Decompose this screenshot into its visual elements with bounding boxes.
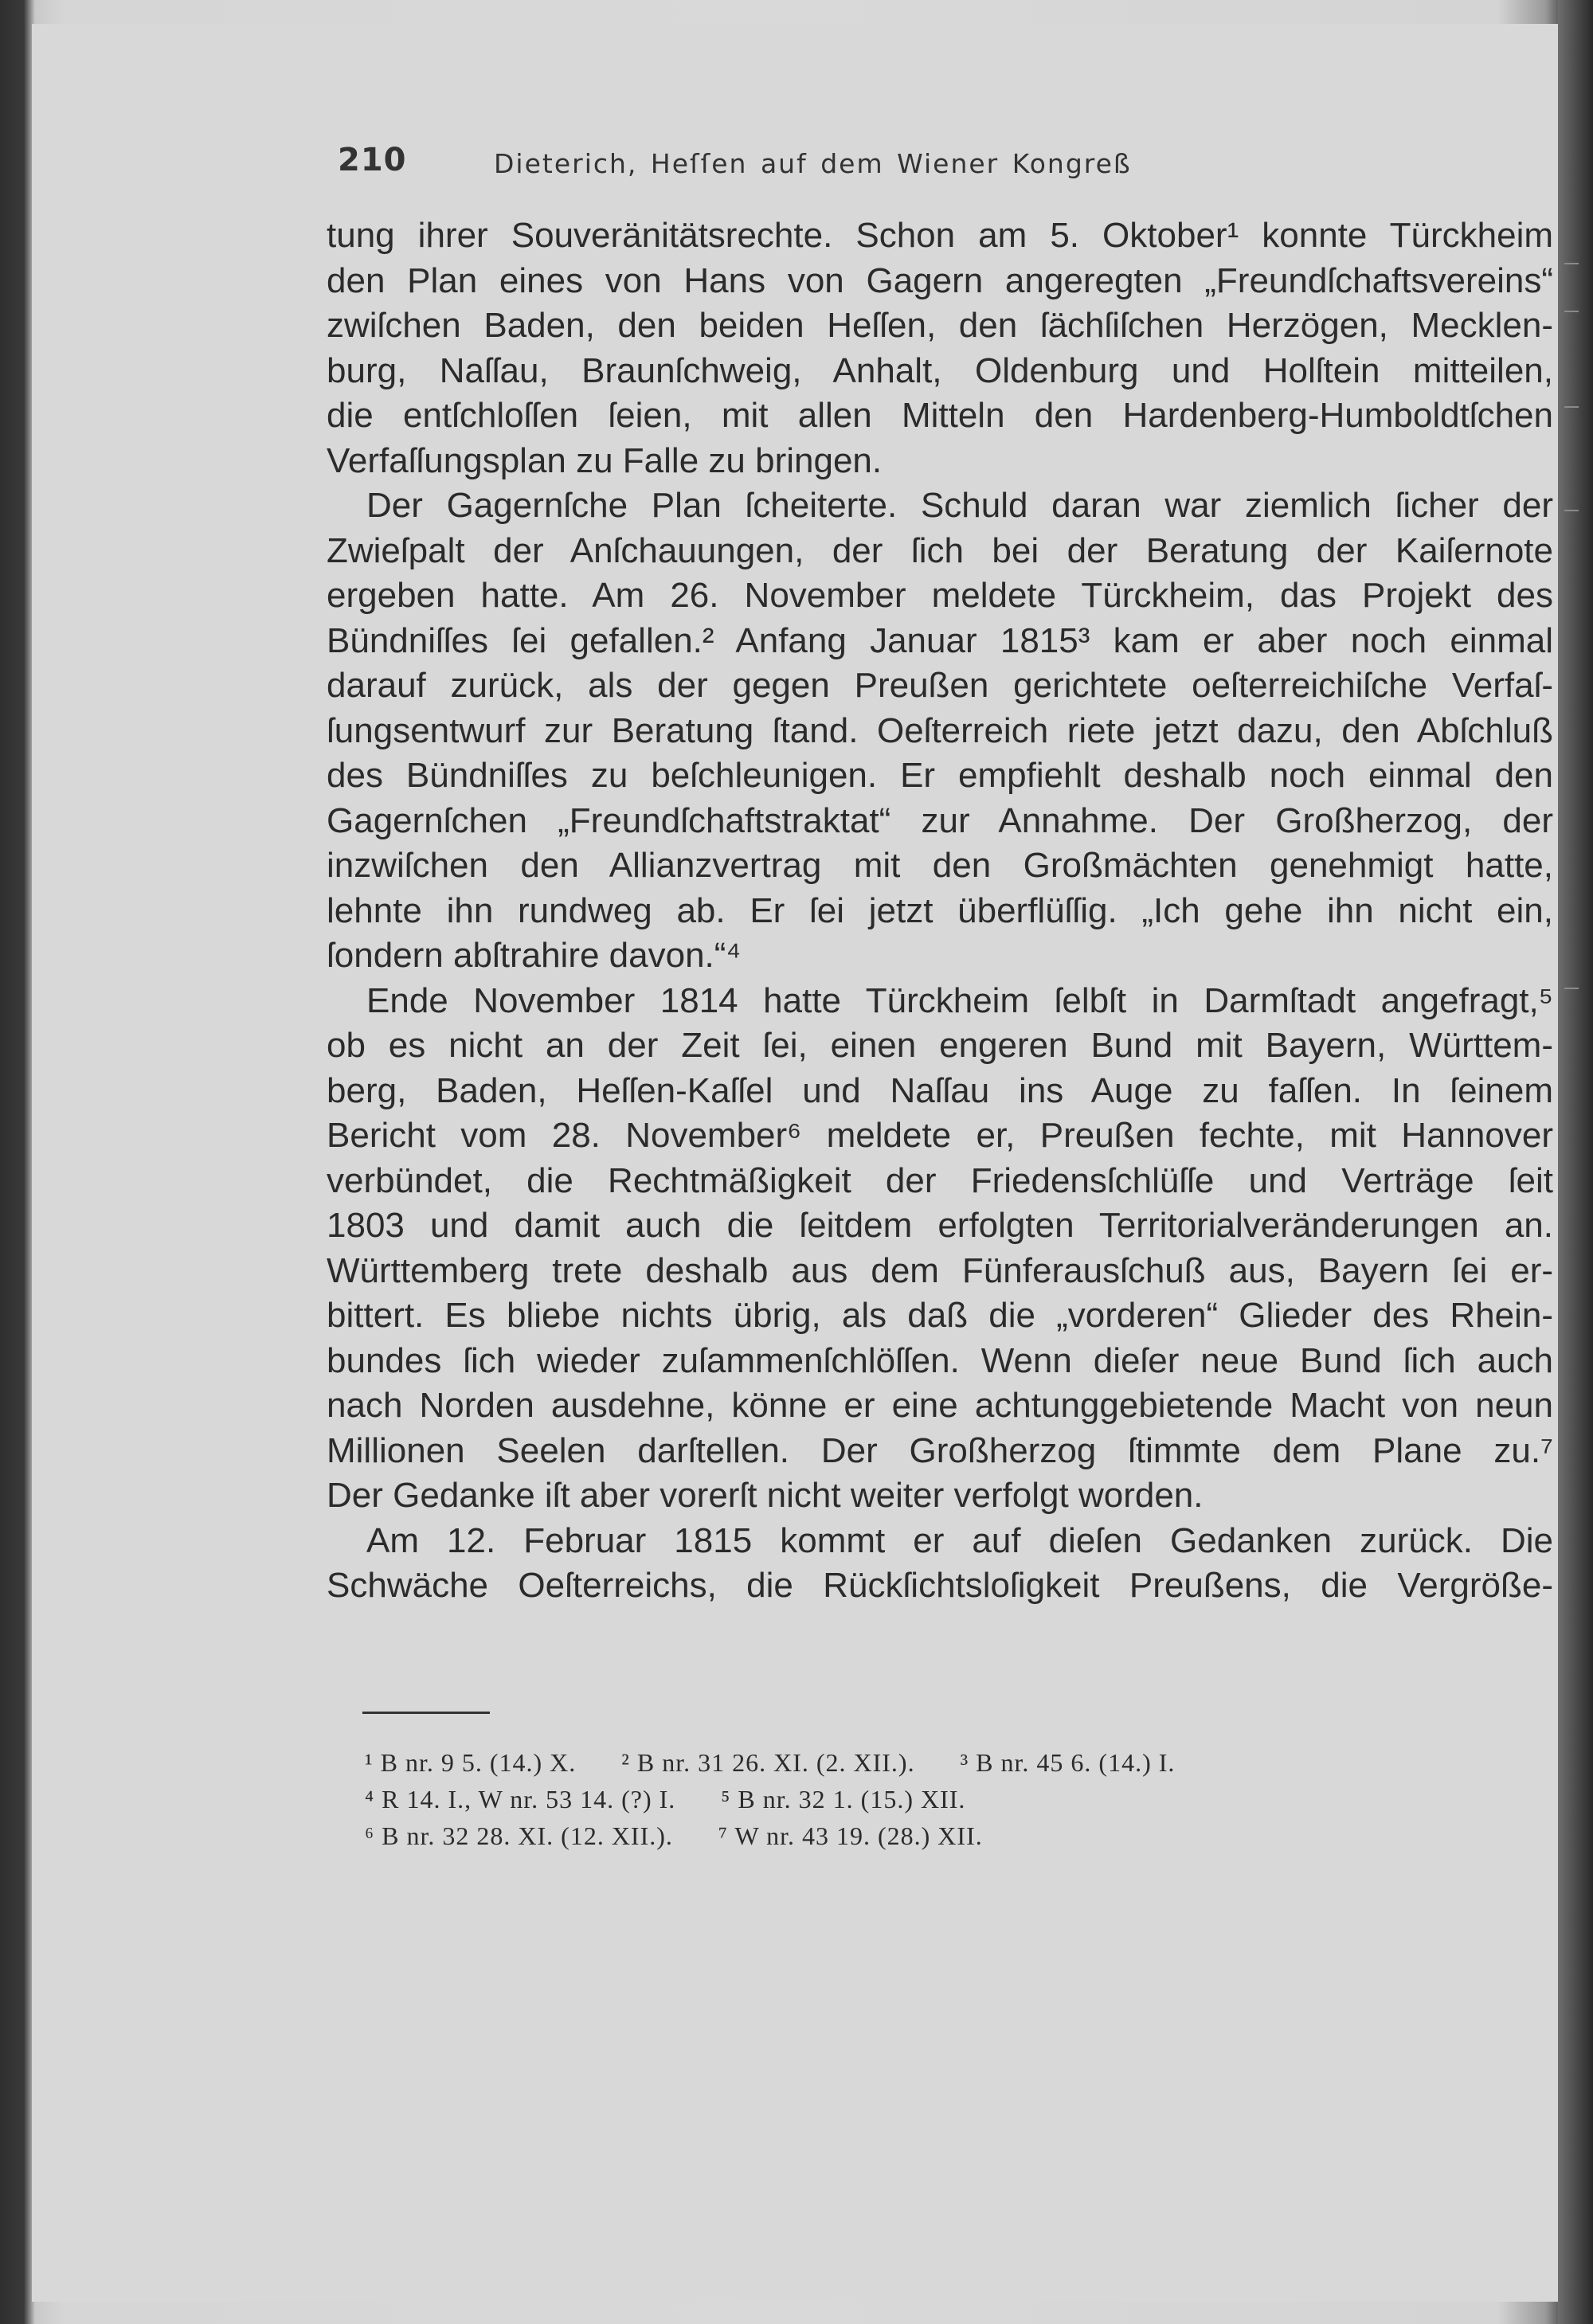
paragraph-4 [327, 1519, 1553, 1609]
text-line: zwiſchen Baden, den beiden Heſſen, den ſächſiſchen Herzögen, Mecklen- [327, 306, 1553, 345]
page-edge [1558, 0, 1593, 2324]
text-line: die entſchloſſen ſeien, mit allen Mitteln den Hardenberg-Humboldtſchen [327, 396, 1553, 435]
text-line: Schwäche Oeſterreichs, die Rückſichtsloſigkeit Preußens, die Vergröße- [327, 1566, 1553, 1605]
text-line: bittert. Es bliebe nichts übrig, als daß die „vorderen“ Glieder des Rhein- [327, 1296, 1553, 1335]
text-line: Bündniſſes ſei gefallen.² Anfang Januar 1815³ kam er aber noch einmal [327, 620, 1553, 660]
text-line: des Bündniſſes zu beſchleunigen. Er empfiehlt deshalb noch einmal den [327, 756, 1553, 795]
footnote-1: ¹ B nr. 9 5. (14.) X. [365, 1748, 577, 1777]
text-line: inzwiſchen den Allianzvertrag mit den Großmächten genehmigt hatte, [327, 846, 1553, 885]
page-number: 210 [338, 142, 407, 178]
body-text [327, 213, 1553, 1609]
text-line: ob es nicht an der Zeit ſei, einen engeren Bund mit Bayern, Württem- [327, 1026, 1553, 1065]
text-line: Württemberg trete deshalb aus dem Fünferausſchuß aus, Bayern ſei er- [327, 1250, 1553, 1290]
text-line: lehnte ihn rundweg ab. Er ſei jetzt überflüſſig. „Ich gehe ihn nicht ein, [327, 890, 1553, 930]
text-line: bundes ſich wieder zuſammenſchlöſſen. Wenn dieſer neue Bund ſich auch [327, 1340, 1553, 1380]
text-line: berg, Baden, Heſſen-Kaſſel und Naſſau ins Auge zu faſſen. In ſeinem [327, 1070, 1553, 1110]
running-head: Dieterich, Heſſen auf dem Wiener Kongreß [494, 148, 1132, 179]
text-line: ergeben hatte. Am 26. November meldete Türckheim, das Projekt des [327, 576, 1553, 615]
footnote-4: ⁴ R 14. I., W nr. 53 14. (?) I. [365, 1785, 676, 1813]
text-line: ſungsentwurf zur Beratung ſtand. Oeſterreich riete jetzt dazu, den Abſchluß [327, 710, 1553, 750]
text-line: Verfaſſungsplan zu Falle zu bringen. [327, 440, 883, 480]
footnotes [365, 1744, 1480, 1854]
footnote-3: ³ B nr. 45 6. (14.) I. [960, 1748, 1176, 1777]
text-line: Ende November 1814 hatte Türckheim ſelbſt in Darmſtadt angefragt,⁵ [366, 980, 1553, 1020]
text-line: 1803 und damit auch die ſeitdem erfolgten Territorialveränderungen an. [327, 1206, 1553, 1245]
text-line: Zwieſpalt der Anſchauungen, der ſich bei der Beratung der Kaiſernote [327, 530, 1553, 570]
footnote-5: ⁵ B nr. 32 1. (15.) XII. [721, 1785, 966, 1813]
text-line: Der Gagernſche Plan ſcheiterte. Schuld daran war ziemlich ſicher der [366, 486, 1553, 525]
footnote-line [365, 1744, 1480, 1781]
footnote-2: ² B nr. 31 26. XI. (2. XII.). [621, 1748, 915, 1777]
text-line: ſondern abſtrahire davon.“⁴ [327, 936, 742, 975]
paragraph-3 [327, 979, 1553, 1519]
footnote-6: ⁶ B nr. 32 28. XI. (12. XII.). [365, 1821, 673, 1850]
footnote-divider [362, 1712, 490, 1714]
footnote-line [365, 1817, 1480, 1854]
text-line: Millionen Seelen darſtellen. Der Großherzog ſtimmte dem Plane zu.⁷ [327, 1430, 1553, 1470]
text-line: burg, Naſſau, Braunſchweig, Anhalt, Oldenburg und Holſtein mitteilen, [327, 350, 1553, 390]
paragraph-1 [327, 213, 1553, 483]
text-line: Bericht vom 28. November⁶ meldete er, Preußen fechte, mit Hannover [327, 1116, 1553, 1155]
footnote-7: ⁷ W nr. 43 19. (28.) XII. [718, 1821, 983, 1850]
page-header [335, 142, 1561, 190]
text-line: Am 12. Februar 1815 kommt er auf dieſen Gedanken zurück. Die [366, 1520, 1553, 1560]
text-line: den Plan eines von Hans von Gagern angeregten „Freundſchaftsvereins“ [327, 260, 1553, 300]
text-line: nach Norden ausdehne, könne er eine achtunggebietende Macht von neun [327, 1386, 1553, 1425]
text-line: tung ihrer Souveränitätsrechte. Schon am 5. Oktober¹ konnte Türckheim [327, 216, 1553, 255]
text-line: Gagernſchen „Freundſchaftstraktat“ zur Annahme. Der Großherzog, der [327, 800, 1553, 840]
text-line: Der Gedanke iſt aber vorerſt nicht weiter verfolgt worden. [327, 1476, 1204, 1515]
text-line: darauf zurück, als der gegen Preußen gerichtete oeſterreichiſche Verfaſ- [327, 666, 1553, 705]
text-line: verbündet, die Rechtmäßigkeit der Friedensſchlüſſe und Verträge ſeit [327, 1160, 1553, 1200]
paragraph-2 [327, 483, 1553, 979]
footnote-line [365, 1781, 1480, 1817]
